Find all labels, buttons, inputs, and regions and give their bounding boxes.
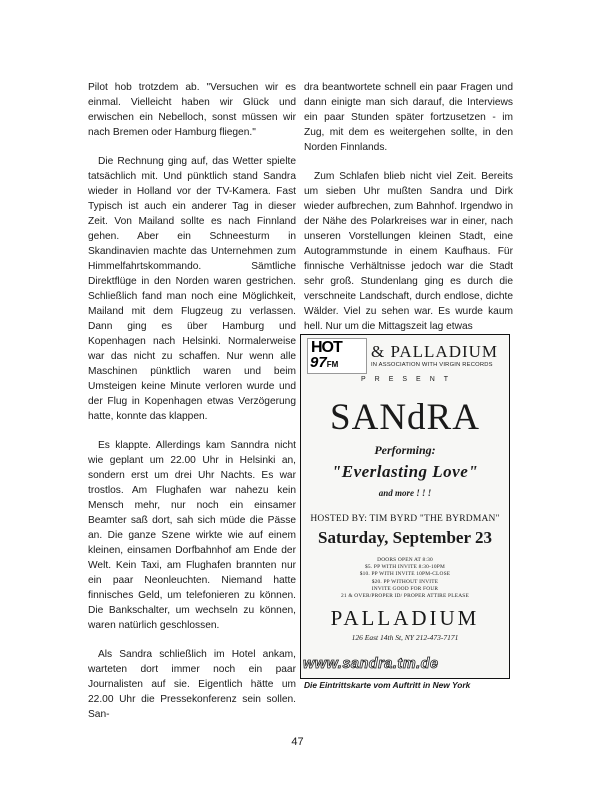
station-frequency (310, 355, 338, 373)
detail-line: DOORS OPEN AT 8:30 (377, 557, 433, 563)
image-caption: Die Eintrittskarte vom Auftritt in New York (304, 680, 471, 690)
paragraph: Zum Schlafen blieb nicht viel Zeit. Bereits um sieben Uhr mußten Sandra und Dirk wieder aufbrechen, zum Bahnhof. Irgendwo in der Nähe des Polarkreises war in einer, nach unseren Vorstellungen kleinen Stadt, eine Autogrammstunde in einem Kaufhaus. Für finnische Verhältnisse jedoch war die Stadt sehr groß. Stundenlang ging es durch die verschneite Landschaft, durch endlose, dichte Wälder. Viel zu sehen war. Es wurde kaum hell. Nur um die Mittagszeit lag etwas (304, 171, 513, 332)
frequency-number: 97 (310, 354, 327, 371)
paragraph: Als Sandra schließlich im Hotel ankam, warteten dort immer noch ein paar Journalisten auf sie. Eigentlich hätte um 22.00 Uhr die Pressekonferenz sein sollen. San- (88, 649, 296, 720)
frequency-band: FM (326, 360, 339, 369)
left-column (88, 80, 296, 722)
partner-block (367, 343, 503, 369)
venue-name: PALLADIUM (330, 606, 480, 631)
paragraph: Die Rechnung ging auf, das Wetter spielte tatsächlich mit. Und pünktlich stand Sandra wieder in Holland vor der TV-Kamera. Fast Typisch ist auch ein anderer Tag in dieser Zeit. Von Mailand sollte es nach Finnland gehen. Aber ein Schneesturm in Skandinavien machte das Unternehmen zum Himmelfahrtskommando. Sämtliche Direktflüge in den Norden waren gestrichen. Schließlich fand man noch eine Möglichkeit, Mailand mit dem Flugzeug zu verlassen. Dann ging es über Hamburg und Kopenhagen nach Helsinki. Normalerweise war das nicht zu schaffen. Nur wenn alle Maschinen pünktlich waren und beim Umsteigen keine Minute verloren wurde und der Flug in Kopenhagen etwas Verzögerung hatte, konnte das klappen. (88, 156, 296, 422)
page-number: 47 (291, 736, 304, 748)
watermark: www.sandra.tm.de (303, 656, 439, 672)
host-line: HOSTED BY: TIM BYRD "THE BYRDMAN" (310, 514, 500, 524)
right-column (304, 80, 513, 334)
station-name: HOT (311, 339, 342, 356)
detail-line: INVITE GOOD FOR FOUR (371, 585, 439, 592)
partner-name: & PALLADIUM (371, 342, 499, 361)
song-title: "Everlasting Love" (331, 462, 479, 481)
artist-name: SANdRA (330, 397, 480, 438)
detail-line: $10. PP WITH INVITE 10PM-CLOSE (359, 571, 451, 578)
ticket-details (301, 557, 509, 600)
paragraph: Es klappte. Allerdings kam Sanndra nicht wie geplant um 22.00 Uhr in Helsinki an, sondern erst um drei Uhr Nachts. Es war trostlos. Am Flughafen war nahezu kein Mensch mehr, nur noch ein einsamer Beamter saß dort, sah sich müde die Pässe an. Die ganze Szene wirkte wie auf einem kleinen, einsamen Dorfbahnhof am Ende der Welt. Kein Taxi, am Flughafen brannten nur ein paar Neonleuchten. Niemand hatte finnisches Geld, um telefonieren zu können. Die Bankschalter, um wechseln zu können, waren natürlich geschlossen. (88, 440, 296, 631)
ticket-header (301, 335, 509, 373)
detail-line: $20. PP WITHOUT INVITE (371, 578, 439, 585)
detail-line: 21 & OVER/PROPER ID/ PROPER ATTIRE PLEASE (340, 593, 469, 600)
event-date: Saturday, September 23 (318, 528, 492, 547)
and-more-label: and more ! ! ! (378, 488, 432, 498)
concert-ticket-image (300, 334, 510, 679)
venue-address: 126 East 14th St, NY 212-473-7171 (351, 633, 459, 643)
radio-station-logo (307, 338, 367, 374)
association-line: IN ASSOCIATION WITH VIRGIN RECORDS (371, 362, 493, 368)
paragraph: Pilot hob trotzdem ab. "Versuchen wir es einmal. Vielleicht haben wir Glück und erwischen ein Nebelloch, sonst müssen wir nach Bremen oder Hamburg fliegen." (88, 82, 296, 138)
present-line: PRESENT (360, 376, 458, 383)
performing-label: Performing: (374, 443, 436, 457)
detail-line: $5. PP WITH INVITE 8:30-10PM (364, 564, 446, 571)
paragraph: dra beantwortete schnell ein paar Fragen und dann einigte man sich darauf, die Interviews ein paar Stunden später fortzusetzen - im Zug, mit dem es weitergehen sollte, in den Norden Finnlands. (304, 82, 513, 153)
